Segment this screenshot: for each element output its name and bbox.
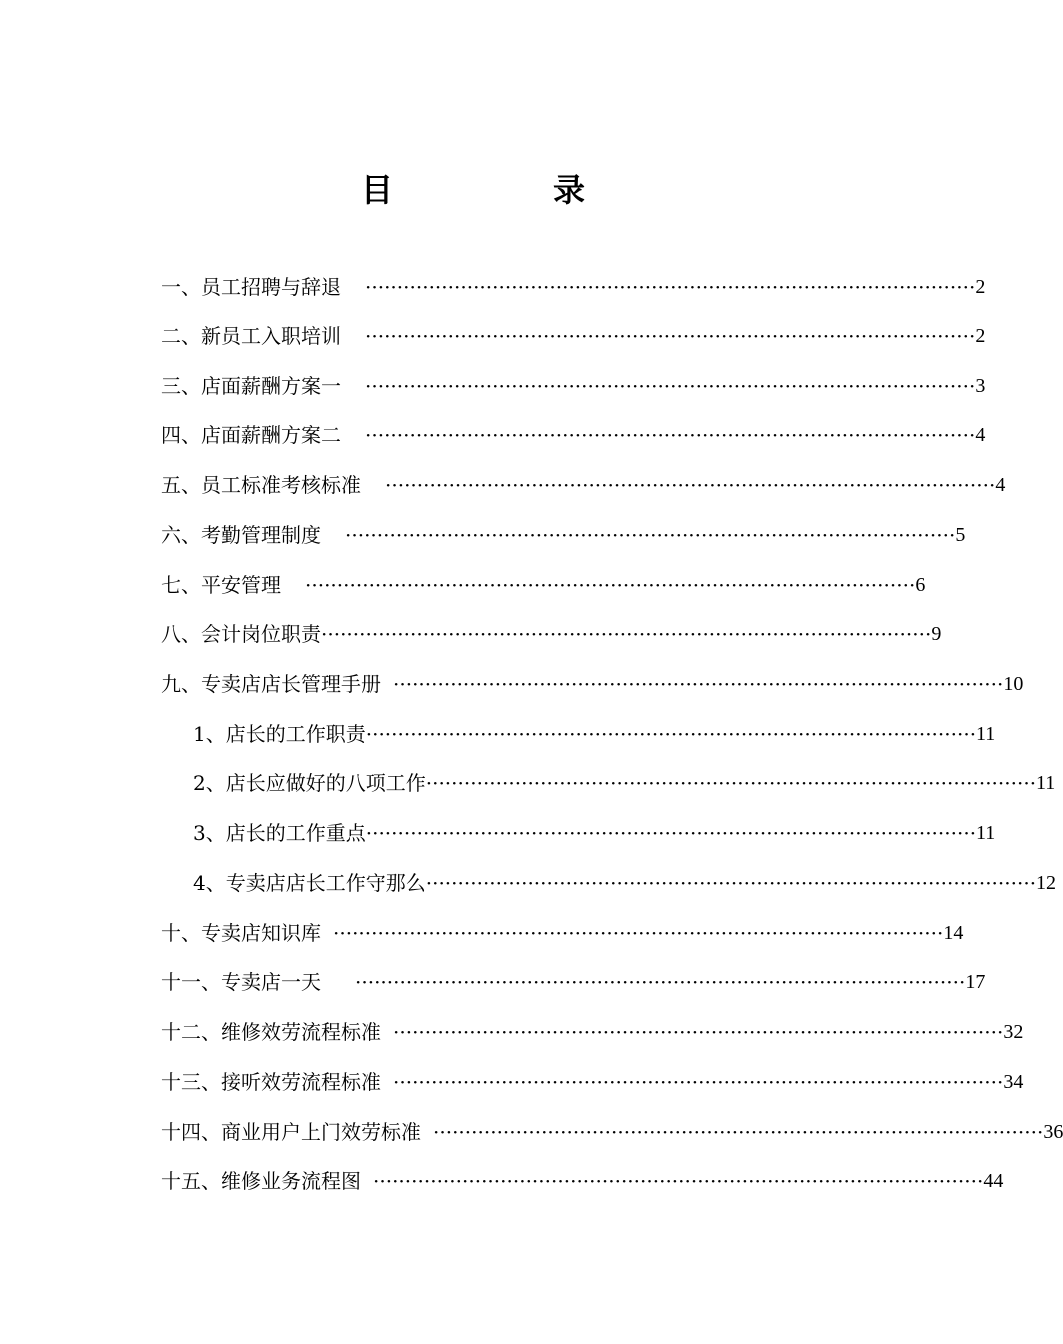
toc-entry-page: 6 — [915, 574, 926, 596]
toc-entry[interactable] — [161, 967, 986, 997]
toc-subentry[interactable] — [193, 768, 1056, 798]
toc-entry[interactable] — [161, 321, 986, 351]
toc-entry-label: 九、专卖店店长管理手册 — [161, 672, 381, 696]
toc-leader-dots: ································································································ — [433, 1120, 1044, 1144]
toc-entry-page: 17 — [965, 971, 986, 993]
toc-entry-label: 三、店面薪酬方案一 — [161, 374, 341, 398]
toc-leader-dots: ································································································ — [355, 970, 966, 994]
toc-entry[interactable] — [161, 1117, 1063, 1147]
toc-entry[interactable] — [161, 1166, 1004, 1196]
toc-entry-label: 七、平安管理 — [161, 573, 281, 597]
toc-leader-dots: ································································································ — [365, 324, 976, 348]
toc-entry-label: 二、新员工入职培训 — [161, 324, 341, 348]
toc-entry-label: 八、会计岗位职责 — [161, 622, 321, 646]
toc-entry-page: 4 — [995, 474, 1006, 496]
toc-leader-dots: ································································································ — [393, 1070, 1004, 1094]
toc-entry-label: 十、专卖店知识库 — [161, 921, 321, 945]
toc-title-char-1: 目 — [361, 171, 394, 209]
toc-entry[interactable] — [161, 520, 966, 550]
toc-entry-page: 11 — [976, 723, 996, 745]
toc-entry-label: 十一、专卖店一天 — [161, 970, 321, 994]
toc-entry[interactable] — [161, 1067, 1024, 1097]
toc-entry-page: 34 — [1003, 1071, 1024, 1093]
toc-entry-label: 四、店面薪酬方案二 — [161, 423, 341, 447]
toc-leader-dots: ································································································ — [385, 473, 996, 497]
toc-entry-page: 10 — [1003, 673, 1024, 695]
toc-leader-dots: ································································································ — [365, 275, 976, 299]
toc-entry-label: 2、店长应做好的八项工作 — [193, 771, 426, 795]
toc-entry-page: 44 — [983, 1170, 1004, 1192]
toc-leader-dots: ································································································ — [365, 722, 977, 746]
toc-entry[interactable] — [161, 272, 986, 302]
toc-entry-page: 14 — [943, 922, 964, 944]
toc-leader-dots: ································································································ — [305, 573, 916, 597]
toc-entry-page: 9 — [931, 623, 942, 645]
toc-subentry[interactable] — [193, 818, 996, 848]
toc-leader-dots: ································································································ — [393, 672, 1004, 696]
toc-entry[interactable] — [161, 371, 986, 401]
toc-entry-page: 5 — [955, 524, 966, 546]
toc-entry-label: 一、员工招聘与辞退 — [161, 275, 341, 299]
toc-entry-page: 11 — [976, 822, 996, 844]
toc-entry[interactable] — [161, 918, 964, 948]
toc-entry-page: 36 — [1043, 1121, 1063, 1143]
toc-entry-page: 4 — [975, 424, 986, 446]
toc-leader-dots: ································································································ — [425, 771, 1037, 795]
toc-entry-label: 4、专卖店店长工作守那么 — [193, 871, 426, 895]
toc-entry[interactable] — [161, 420, 986, 450]
toc-leader-dots: ································································································ — [373, 1169, 984, 1193]
toc-entry[interactable] — [161, 669, 1024, 699]
toc-entry[interactable] — [161, 619, 942, 649]
toc-subentry[interactable] — [193, 719, 996, 749]
toc-entry[interactable] — [161, 570, 926, 600]
toc-entry-page: 2 — [975, 325, 986, 347]
toc-subentry[interactable] — [193, 868, 1057, 898]
toc-entry-page: 12 — [1036, 872, 1057, 894]
toc-entry-label: 十二、维修效劳流程标准 — [161, 1020, 381, 1044]
toc-entry-page: 3 — [975, 375, 986, 397]
toc-entry-label: 六、考勤管理制度 — [161, 523, 321, 547]
toc-leader-dots: ································································································ — [425, 871, 1037, 895]
toc-leader-dots: ································································································ — [345, 523, 956, 547]
toc-entry[interactable] — [161, 1017, 1024, 1047]
toc-entry-label: 五、员工标准考核标准 — [161, 473, 361, 497]
toc-leader-dots: ································································································ — [365, 374, 976, 398]
toc-entry-label: 3、店长的工作重点 — [193, 821, 366, 845]
toc-title-char-2: 录 — [553, 171, 586, 209]
toc-leader-dots: ································································································ — [365, 423, 976, 447]
toc-entry-page: 32 — [1003, 1021, 1024, 1043]
toc-leader-dots: ································································································ — [321, 622, 932, 646]
toc-entry-label: 十五、维修业务流程图 — [161, 1169, 361, 1193]
toc-entry-label: 十三、接听效劳流程标准 — [161, 1070, 381, 1094]
toc-entry[interactable] — [161, 470, 1006, 500]
toc-leader-dots: ································································································ — [365, 821, 977, 845]
toc-entry-page: 2 — [975, 276, 986, 298]
toc-entry-label: 1、店长的工作职责 — [193, 722, 366, 746]
toc-leader-dots: ································································································ — [333, 921, 944, 945]
toc-entry-label: 十四、商业用户上门效劳标准 — [161, 1120, 421, 1144]
toc-entry-page: 11 — [1036, 772, 1056, 794]
toc-leader-dots: ································································································ — [393, 1020, 1004, 1044]
